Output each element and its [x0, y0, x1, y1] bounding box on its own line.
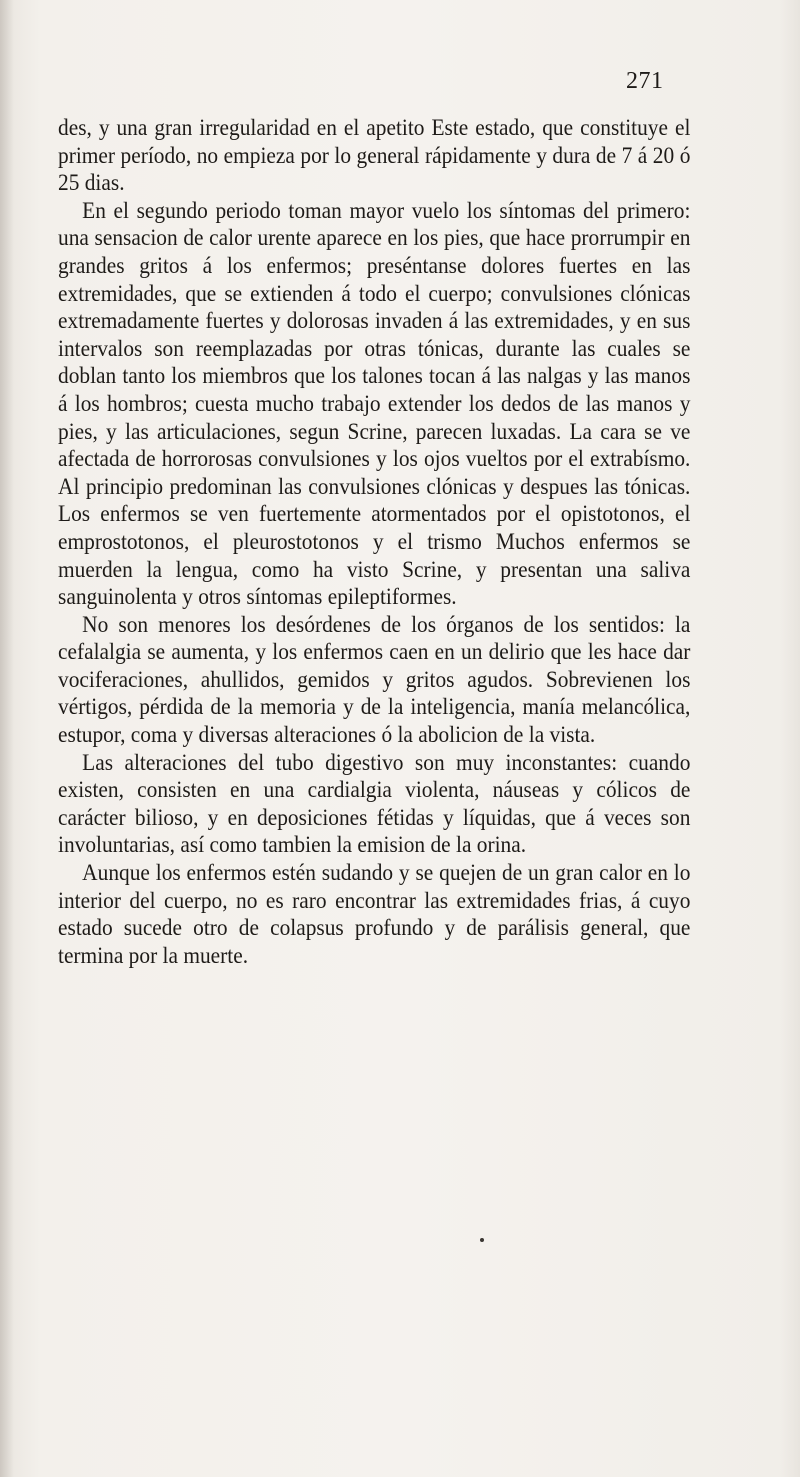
paragraph-collapse: Aunque los enfermos estén sudando y se quejen de un gran calor en lo interior del cuerpo, no es raro encontrar las extremidades frias, á cuyo estado sucede otro de colapsus profundo y de parálisis general, que termina por la muerte.: [58, 860, 691, 968]
paragraph-continuation: des, y una gran irregularidad en el apetito Este estado, que constituye el primer período, no empieza por lo general rápidamente y dura de 7 á 20 ó 25 dias.: [58, 115, 691, 196]
page-number: 271: [626, 68, 664, 94]
body-text: [58, 114, 690, 969]
paragraph-senses: No son menores los desórdenes de los órganos de los sentidos: la cefalalgia se aumenta, y los enfermos caen en un delirio que les hace dar vociferaciones, ahullidos, gemidos y gritos agudos. Sobrevienen los vértigos, pérdida de la memoria y de la inteligencia, manía melancólica, estupor, coma y diversas alteraciones ó la abolicion de la vista.: [58, 611, 691, 748]
ink-speck: [480, 1238, 484, 1242]
paragraph-second-period: En el segundo periodo toman mayor vuelo los síntomas del primero: una sensacion de calor urente aparece en los pies, que hace prorrumpir en grandes gritos á los enfermos; preséntanse dolores fuertes en las extremidades, que se extienden á todo el cuerpo; convulsiones clónicas extremadamente fuertes y dolorosas invaden á las extremidades, y en sus intervalos son reemplazadas por otras tónicas, durante las cuales se doblan tanto los miembros que los talones tocan á las nalgas y las manos á los hombros; cuesta mucho trabajo extender los dedos de las manos y pies, y las articulaciones, segun Scrine, parecen luxadas. La cara se ve afectada de horrorosas convulsiones y los ojos vueltos por el extrabísmo. Al principio predominan las convulsiones clónicas y despues las tónicas. Los enfermos se ven fuertemente atormentados por el opistotonos, el emprostotonos, el pleurostotonos y el trismo Muchos enfermos se muerden la lengua, como ha visto Scrine, y presentan una saliva sanguinolenta y otros síntomas epileptiformes.: [58, 197, 691, 610]
paragraph-digestive: Las alteraciones del tubo digestivo son muy inconstantes: cuando existen, consisten en una cardialgia violenta, náuseas y cólicos de carácter bilioso, y en deposiciones fétidas y líquidas, que á veces son involuntarias, así como tambien la emision de la orina.: [58, 749, 691, 858]
page-gutter-shadow: [0, 0, 14, 1477]
